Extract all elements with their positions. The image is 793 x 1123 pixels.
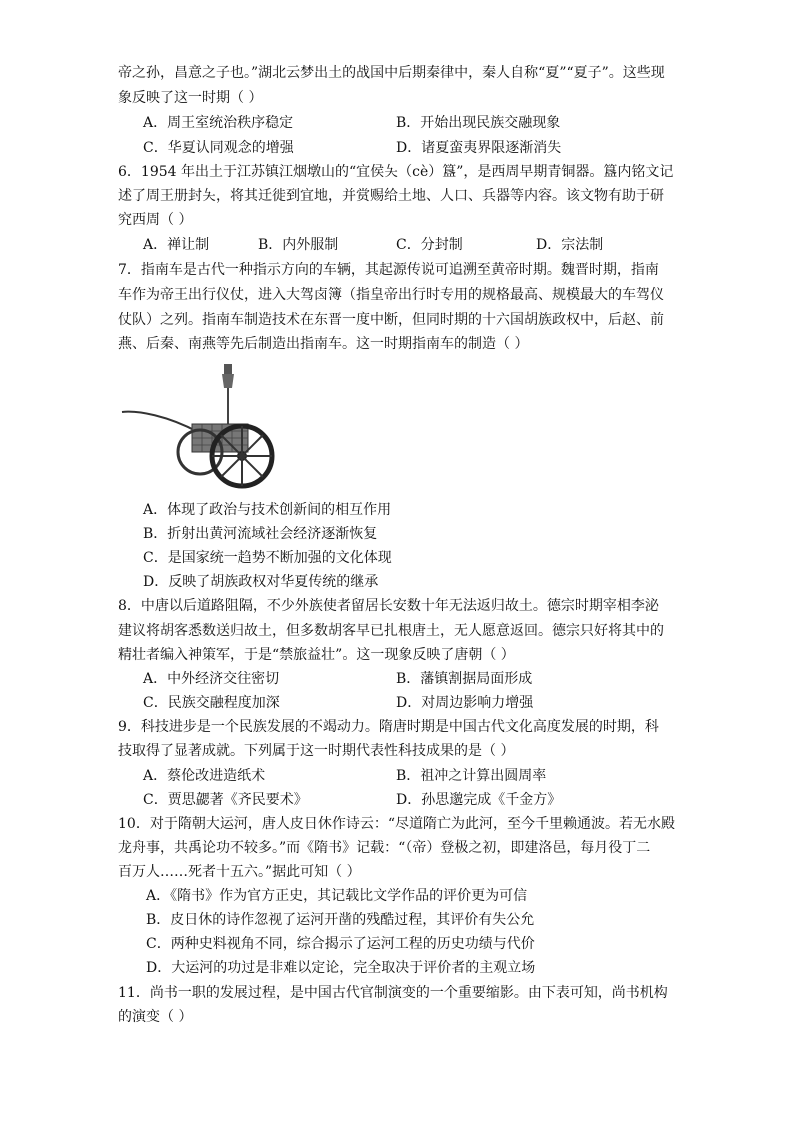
- q10-line-3: 百万人……死者十五六。”据此可知（ ）: [118, 864, 361, 880]
- q5-line-2: 象反映了这一时期（ ）: [118, 90, 263, 106]
- q9-option-a: A．蔡伦改进造纸术: [143, 768, 266, 784]
- q6-line-1: 6．1954 年出土于江苏镇江烟墩山的“宜侯夨（cè）簋”，是西周早期青铜器。簋内铭文记: [118, 164, 674, 180]
- q9-option-c: C．贾思勰著《齐民要术》: [143, 792, 308, 808]
- q9-option-d: D．孙思邈完成《千金方》: [396, 792, 562, 808]
- q8-line-1: 8．中唐以后道路阻隔，不少外族使者留居长安数十年无法返归故土。德宗时期宰相李泌: [118, 598, 659, 614]
- q7-line-1: 7．指南车是古代一种指示方向的车辆，其起源传说可追溯至黄帝时期。魏晋时期，指南: [118, 262, 659, 278]
- chariot-shaft: [122, 412, 198, 432]
- chariot-drawing: [118, 360, 338, 490]
- q6-option-b: B．内外服制: [258, 237, 339, 253]
- q8-line-2: 建议将胡客悉数送归故土，但多数胡客早已扎根唐土，无人愿意返回。德宗只好将其中的: [118, 623, 664, 639]
- q7-line-4: 燕、后秦、南燕等先后制造出指南车。这一时期指南车的制造（ ）: [118, 336, 529, 352]
- q8-line-3: 精壮者编入神策军，于是“禁旅益壮”。这一现象反映了唐朝（ ）: [118, 647, 515, 663]
- q6-line-3: 究西周（ ）: [118, 212, 193, 228]
- q10-option-d: D．大运河的功过是非难以定论，完全取决于评价者的主观立场: [146, 960, 536, 976]
- q5-option-d: D．诸夏蛮夷界限逐渐消失: [396, 140, 562, 156]
- q7-option-b: B．折射出黄河流域社会经济逐渐恢复: [143, 526, 378, 542]
- q8-option-b: B．藩镇割据局面形成: [396, 671, 533, 687]
- q11-line-1: 11．尚书一职的发展过程，是中国古代官制演变的一个重要缩影。由下表可知，尚书机构: [118, 985, 668, 1001]
- q6-option-d: D．宗法制: [536, 237, 604, 253]
- q7-option-c: C．是国家统一趋势不断加强的文化体现: [143, 550, 392, 566]
- q8-option-c: C．民族交融程度加深: [143, 695, 280, 711]
- q9-line-1: 9．科技进步是一个民族发展的不竭动力。隋唐时期是中国古代文化高度发展的时期，科: [118, 719, 659, 735]
- q8-option-d: D．对周边影响力增强: [396, 695, 534, 711]
- q7-option-d: D．反映了胡族政权对华夏传统的继承: [143, 574, 379, 590]
- south-pointing-chariot-image: [118, 360, 338, 490]
- q7-line-3: 仗队）之列。指南车制造技术在东晋一度中断，但同时期的十六国胡族政权中，后赵、前: [118, 312, 664, 328]
- q8-option-a: A．中外经济交往密切: [143, 671, 280, 687]
- q9-option-b: B．祖冲之计算出圆周率: [396, 768, 547, 784]
- q7-option-a: A．体现了政治与技术创新间的相互作用: [143, 502, 392, 518]
- q6-option-c: C．分封制: [396, 237, 463, 253]
- q5-option-a: A．周王室统治秩序稳定: [143, 115, 294, 131]
- q10-option-a: A．《隋书》作为官方正史，其记载比文学作品的评价更为可信: [146, 888, 528, 904]
- figure-body: [222, 374, 234, 388]
- q6-line-2: 述了周王册封夨，将其迁徙到宜地，并赏赐给土地、人口、兵器等内容。该文物有助于研: [118, 188, 664, 204]
- q5-option-c: C．华夏认同观念的增强: [143, 140, 294, 156]
- q11-line-2: 的演变（ ）: [118, 1009, 193, 1025]
- q7-line-2: 车作为帝王出行仪仗，进入大驾卤簿（指皇帝出行时专用的规格最高、规模最大的车驾仪: [118, 287, 664, 303]
- q10-line-2: 龙舟事，共禹论功不较多。”而《隋书》记载：“（帝）登极之初，即建洛邑，每月役丁二: [118, 840, 651, 856]
- q5-line-1: 帝之孙，昌意之子也。”湖北云梦出土的战国中后期秦律中，秦人自称“夏”“夏子”。这些现: [118, 65, 665, 81]
- q5-option-b: B．开始出现民族交融现象: [396, 115, 561, 131]
- figure-head: [224, 364, 232, 374]
- q10-line-1: 10．对于隋朝大运河，唐人皮日休作诗云：“尽道隋亡为此河，至今千里赖通波。若无水殿: [118, 816, 675, 832]
- q10-option-b: B．皮日休的诗作忽视了运河开凿的残酷过程，其评价有失公允: [146, 912, 535, 928]
- q6-option-a: A．禅让制: [143, 237, 210, 253]
- q9-line-2: 技取得了显著成就。下列属于这一时期代表性科技成果的是（ ）: [118, 743, 515, 759]
- q10-option-c: C．两种史料视角不同，综合揭示了运河工程的历史功绩与代价: [146, 936, 535, 952]
